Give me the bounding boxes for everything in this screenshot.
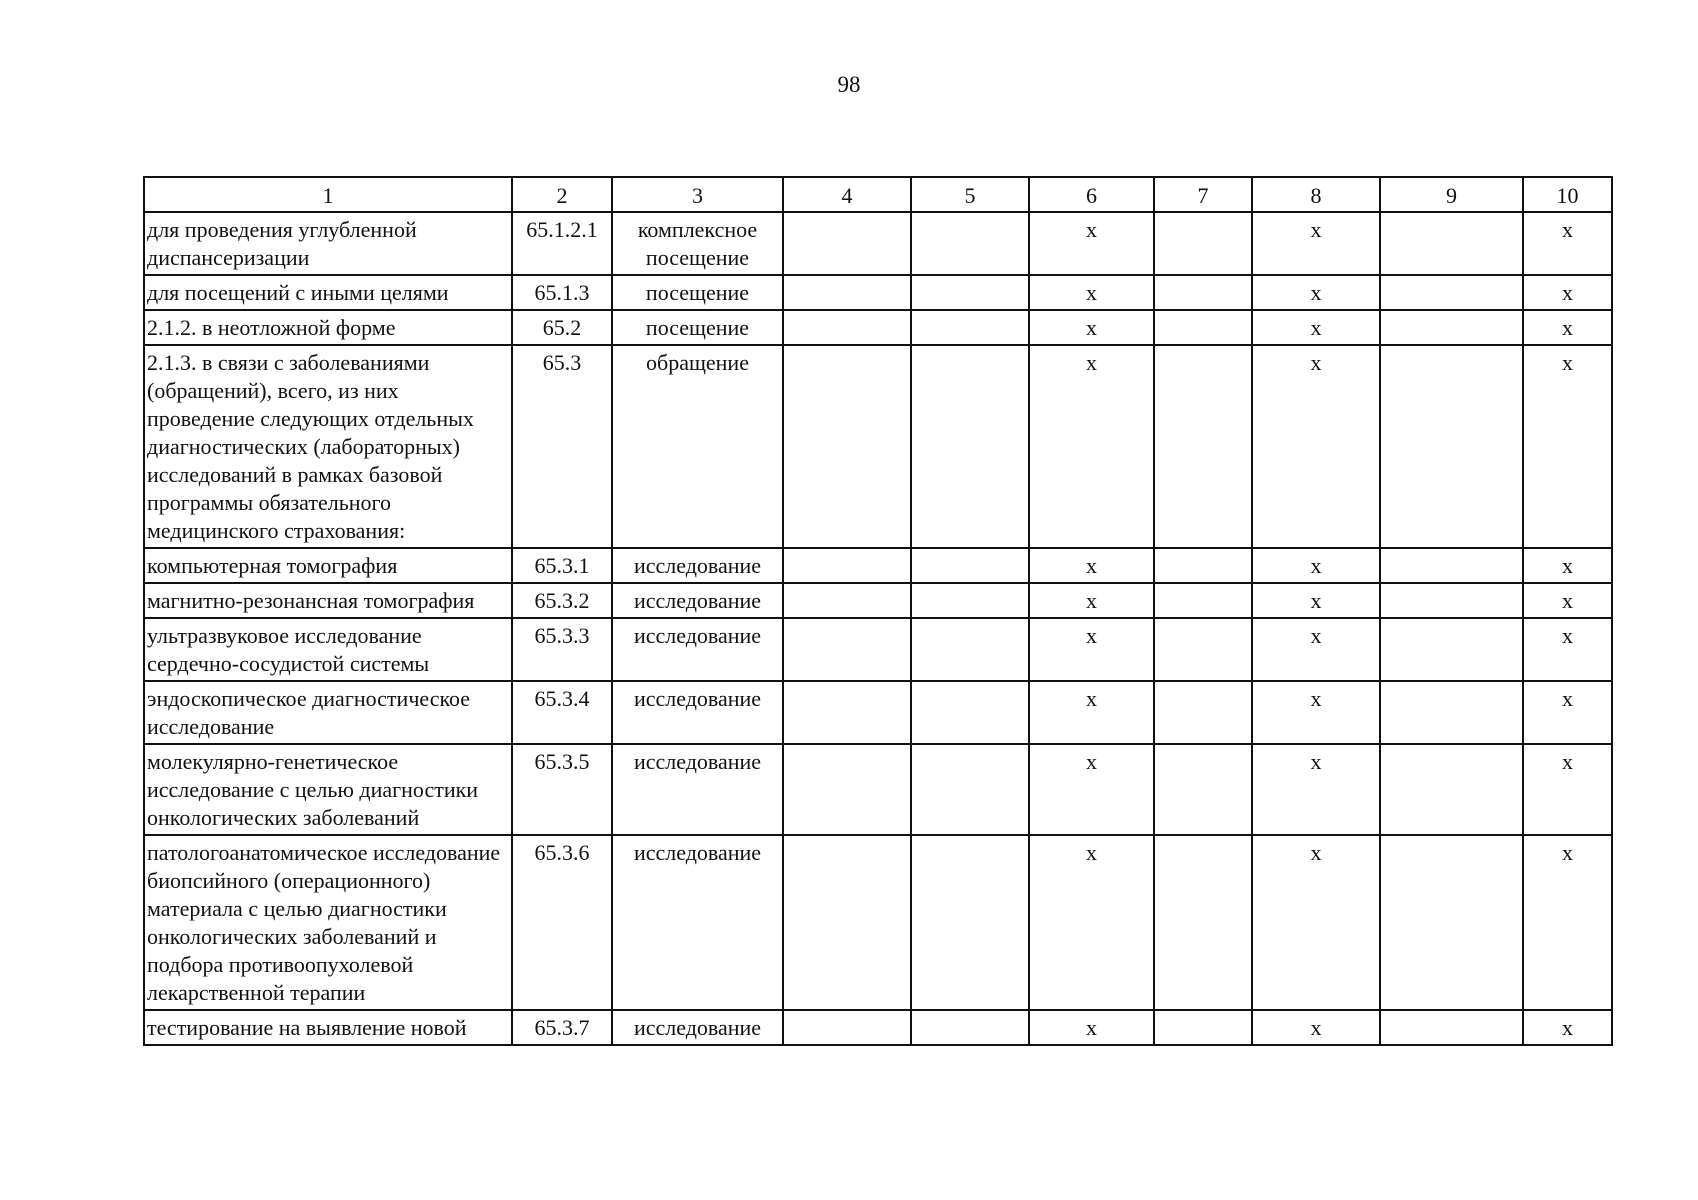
cell-col-6: х <box>1029 681 1154 744</box>
cell-col-10: х <box>1523 618 1612 681</box>
cell-col-10: х <box>1523 310 1612 345</box>
cell-col-7 <box>1154 618 1252 681</box>
row-unit: посещение <box>612 275 783 310</box>
row-name: молекулярно-генетическое исследование с целью диагностики онкологических заболеваний <box>144 744 512 835</box>
cell-col-9 <box>1380 548 1523 583</box>
cell-col-6: х <box>1029 1010 1154 1045</box>
row-name: ультразвуковое исследование сердечно-сосудистой системы <box>144 618 512 681</box>
cell-col-9 <box>1380 583 1523 618</box>
cell-col-4 <box>783 275 911 310</box>
cell-col-8: х <box>1252 310 1380 345</box>
row-code: 65.3.4 <box>512 681 612 744</box>
cell-col-4 <box>783 618 911 681</box>
cell-col-9 <box>1380 681 1523 744</box>
row-name: патологоанатомическое исследование биопсийного (операционного) материала с целью диагностики онкологических заболеваний и подбора противоопухолевой лекарственной терапии <box>144 835 512 1010</box>
cell-col-4 <box>783 1010 911 1045</box>
cell-col-8: х <box>1252 835 1380 1010</box>
table-row <box>144 212 1612 275</box>
cell-col-4 <box>783 212 911 275</box>
col-header-3: 3 <box>612 177 783 212</box>
cell-col-6: х <box>1029 744 1154 835</box>
cell-col-4 <box>783 548 911 583</box>
cell-col-4 <box>783 835 911 1010</box>
cell-col-5 <box>911 275 1029 310</box>
cell-col-5 <box>911 681 1029 744</box>
cell-col-9 <box>1380 618 1523 681</box>
row-unit: комплексное посещение <box>612 212 783 275</box>
cell-col-6: х <box>1029 548 1154 583</box>
row-code: 65.3.1 <box>512 548 612 583</box>
row-code: 65.3.3 <box>512 618 612 681</box>
cell-col-5 <box>911 310 1029 345</box>
table-row <box>144 345 1612 548</box>
cell-col-5 <box>911 583 1029 618</box>
table-row <box>144 310 1612 345</box>
cell-col-8: х <box>1252 618 1380 681</box>
cell-col-5 <box>911 548 1029 583</box>
cell-col-5 <box>911 345 1029 548</box>
table-row <box>144 275 1612 310</box>
row-unit: исследование <box>612 618 783 681</box>
table-row <box>144 835 1612 1010</box>
row-code: 65.2 <box>512 310 612 345</box>
cell-col-7 <box>1154 744 1252 835</box>
cell-col-6: х <box>1029 275 1154 310</box>
row-name: для посещений с иными целями <box>144 275 512 310</box>
cell-col-6: х <box>1029 212 1154 275</box>
table-row <box>144 548 1612 583</box>
row-name: магнитно-резонансная томография <box>144 583 512 618</box>
cell-col-7 <box>1154 345 1252 548</box>
cell-col-10: х <box>1523 345 1612 548</box>
cell-col-8: х <box>1252 744 1380 835</box>
table-row <box>144 583 1612 618</box>
col-header-4: 4 <box>783 177 911 212</box>
row-code: 65.3.6 <box>512 835 612 1010</box>
cell-col-8: х <box>1252 548 1380 583</box>
cell-col-9 <box>1380 835 1523 1010</box>
row-code: 65.3.7 <box>512 1010 612 1045</box>
row-code: 65.3.2 <box>512 583 612 618</box>
cell-col-4 <box>783 681 911 744</box>
col-header-10: 10 <box>1523 177 1612 212</box>
header-row <box>144 177 1612 212</box>
data-table <box>143 176 1613 1046</box>
cell-col-9 <box>1380 212 1523 275</box>
cell-col-8: х <box>1252 275 1380 310</box>
cell-col-8: х <box>1252 345 1380 548</box>
col-header-9: 9 <box>1380 177 1523 212</box>
cell-col-6: х <box>1029 835 1154 1010</box>
col-header-7: 7 <box>1154 177 1252 212</box>
row-name: 2.1.3. в связи с заболеваниями (обращений), всего, из них проведение следующих отдельных диагностических (лабораторных) исследований в рамках базовой программы обязательного медицинского страхования: <box>144 345 512 548</box>
row-unit: исследование <box>612 681 783 744</box>
cell-col-7 <box>1154 681 1252 744</box>
cell-col-10: х <box>1523 744 1612 835</box>
cell-col-4 <box>783 345 911 548</box>
cell-col-7 <box>1154 1010 1252 1045</box>
row-code: 65.3.5 <box>512 744 612 835</box>
cell-col-7 <box>1154 583 1252 618</box>
row-unit: исследование <box>612 583 783 618</box>
cell-col-10: х <box>1523 275 1612 310</box>
table-row <box>144 681 1612 744</box>
cell-col-4 <box>783 583 911 618</box>
cell-col-9 <box>1380 744 1523 835</box>
cell-col-5 <box>911 212 1029 275</box>
cell-col-9 <box>1380 1010 1523 1045</box>
row-name: компьютерная томография <box>144 548 512 583</box>
cell-col-7 <box>1154 275 1252 310</box>
row-unit: исследование <box>612 744 783 835</box>
cell-col-9 <box>1380 345 1523 548</box>
row-unit: исследование <box>612 835 783 1010</box>
cell-col-10: х <box>1523 1010 1612 1045</box>
row-name: тестирование на выявление новой <box>144 1010 512 1045</box>
row-name: для проведения углубленной диспансеризации <box>144 212 512 275</box>
row-unit: обращение <box>612 345 783 548</box>
row-code: 65.3 <box>512 345 612 548</box>
cell-col-5 <box>911 618 1029 681</box>
row-code: 65.1.2.1 <box>512 212 612 275</box>
cell-col-4 <box>783 310 911 345</box>
cell-col-10: х <box>1523 548 1612 583</box>
cell-col-4 <box>783 744 911 835</box>
table-row <box>144 744 1612 835</box>
cell-col-7 <box>1154 835 1252 1010</box>
cell-col-6: х <box>1029 618 1154 681</box>
row-unit: исследование <box>612 1010 783 1045</box>
cell-col-10: х <box>1523 583 1612 618</box>
cell-col-10: х <box>1523 212 1612 275</box>
page-number: 98 <box>837 72 861 97</box>
cell-col-5 <box>911 835 1029 1010</box>
cell-col-6: х <box>1029 345 1154 548</box>
row-unit: посещение <box>612 310 783 345</box>
cell-col-5 <box>911 1010 1029 1045</box>
cell-col-8: х <box>1252 681 1380 744</box>
row-name: эндоскопическое диагностическое исследование <box>144 681 512 744</box>
col-header-2: 2 <box>512 177 612 212</box>
cell-col-5 <box>911 744 1029 835</box>
row-code: 65.1.3 <box>512 275 612 310</box>
col-header-5: 5 <box>911 177 1029 212</box>
table-row <box>144 618 1612 681</box>
cell-col-7 <box>1154 212 1252 275</box>
row-name: 2.1.2. в неотложной форме <box>144 310 512 345</box>
cell-col-7 <box>1154 548 1252 583</box>
col-header-8: 8 <box>1252 177 1380 212</box>
cell-col-6: х <box>1029 583 1154 618</box>
cell-col-7 <box>1154 310 1252 345</box>
cell-col-9 <box>1380 310 1523 345</box>
cell-col-9 <box>1380 275 1523 310</box>
cell-col-8: х <box>1252 1010 1380 1045</box>
row-unit: исследование <box>612 548 783 583</box>
cell-col-8: х <box>1252 583 1380 618</box>
cell-col-6: х <box>1029 310 1154 345</box>
col-header-6: 6 <box>1029 177 1154 212</box>
cell-col-10: х <box>1523 835 1612 1010</box>
col-header-1: 1 <box>144 177 512 212</box>
cell-col-8: х <box>1252 212 1380 275</box>
cell-col-10: х <box>1523 681 1612 744</box>
table-row <box>144 1010 1612 1045</box>
